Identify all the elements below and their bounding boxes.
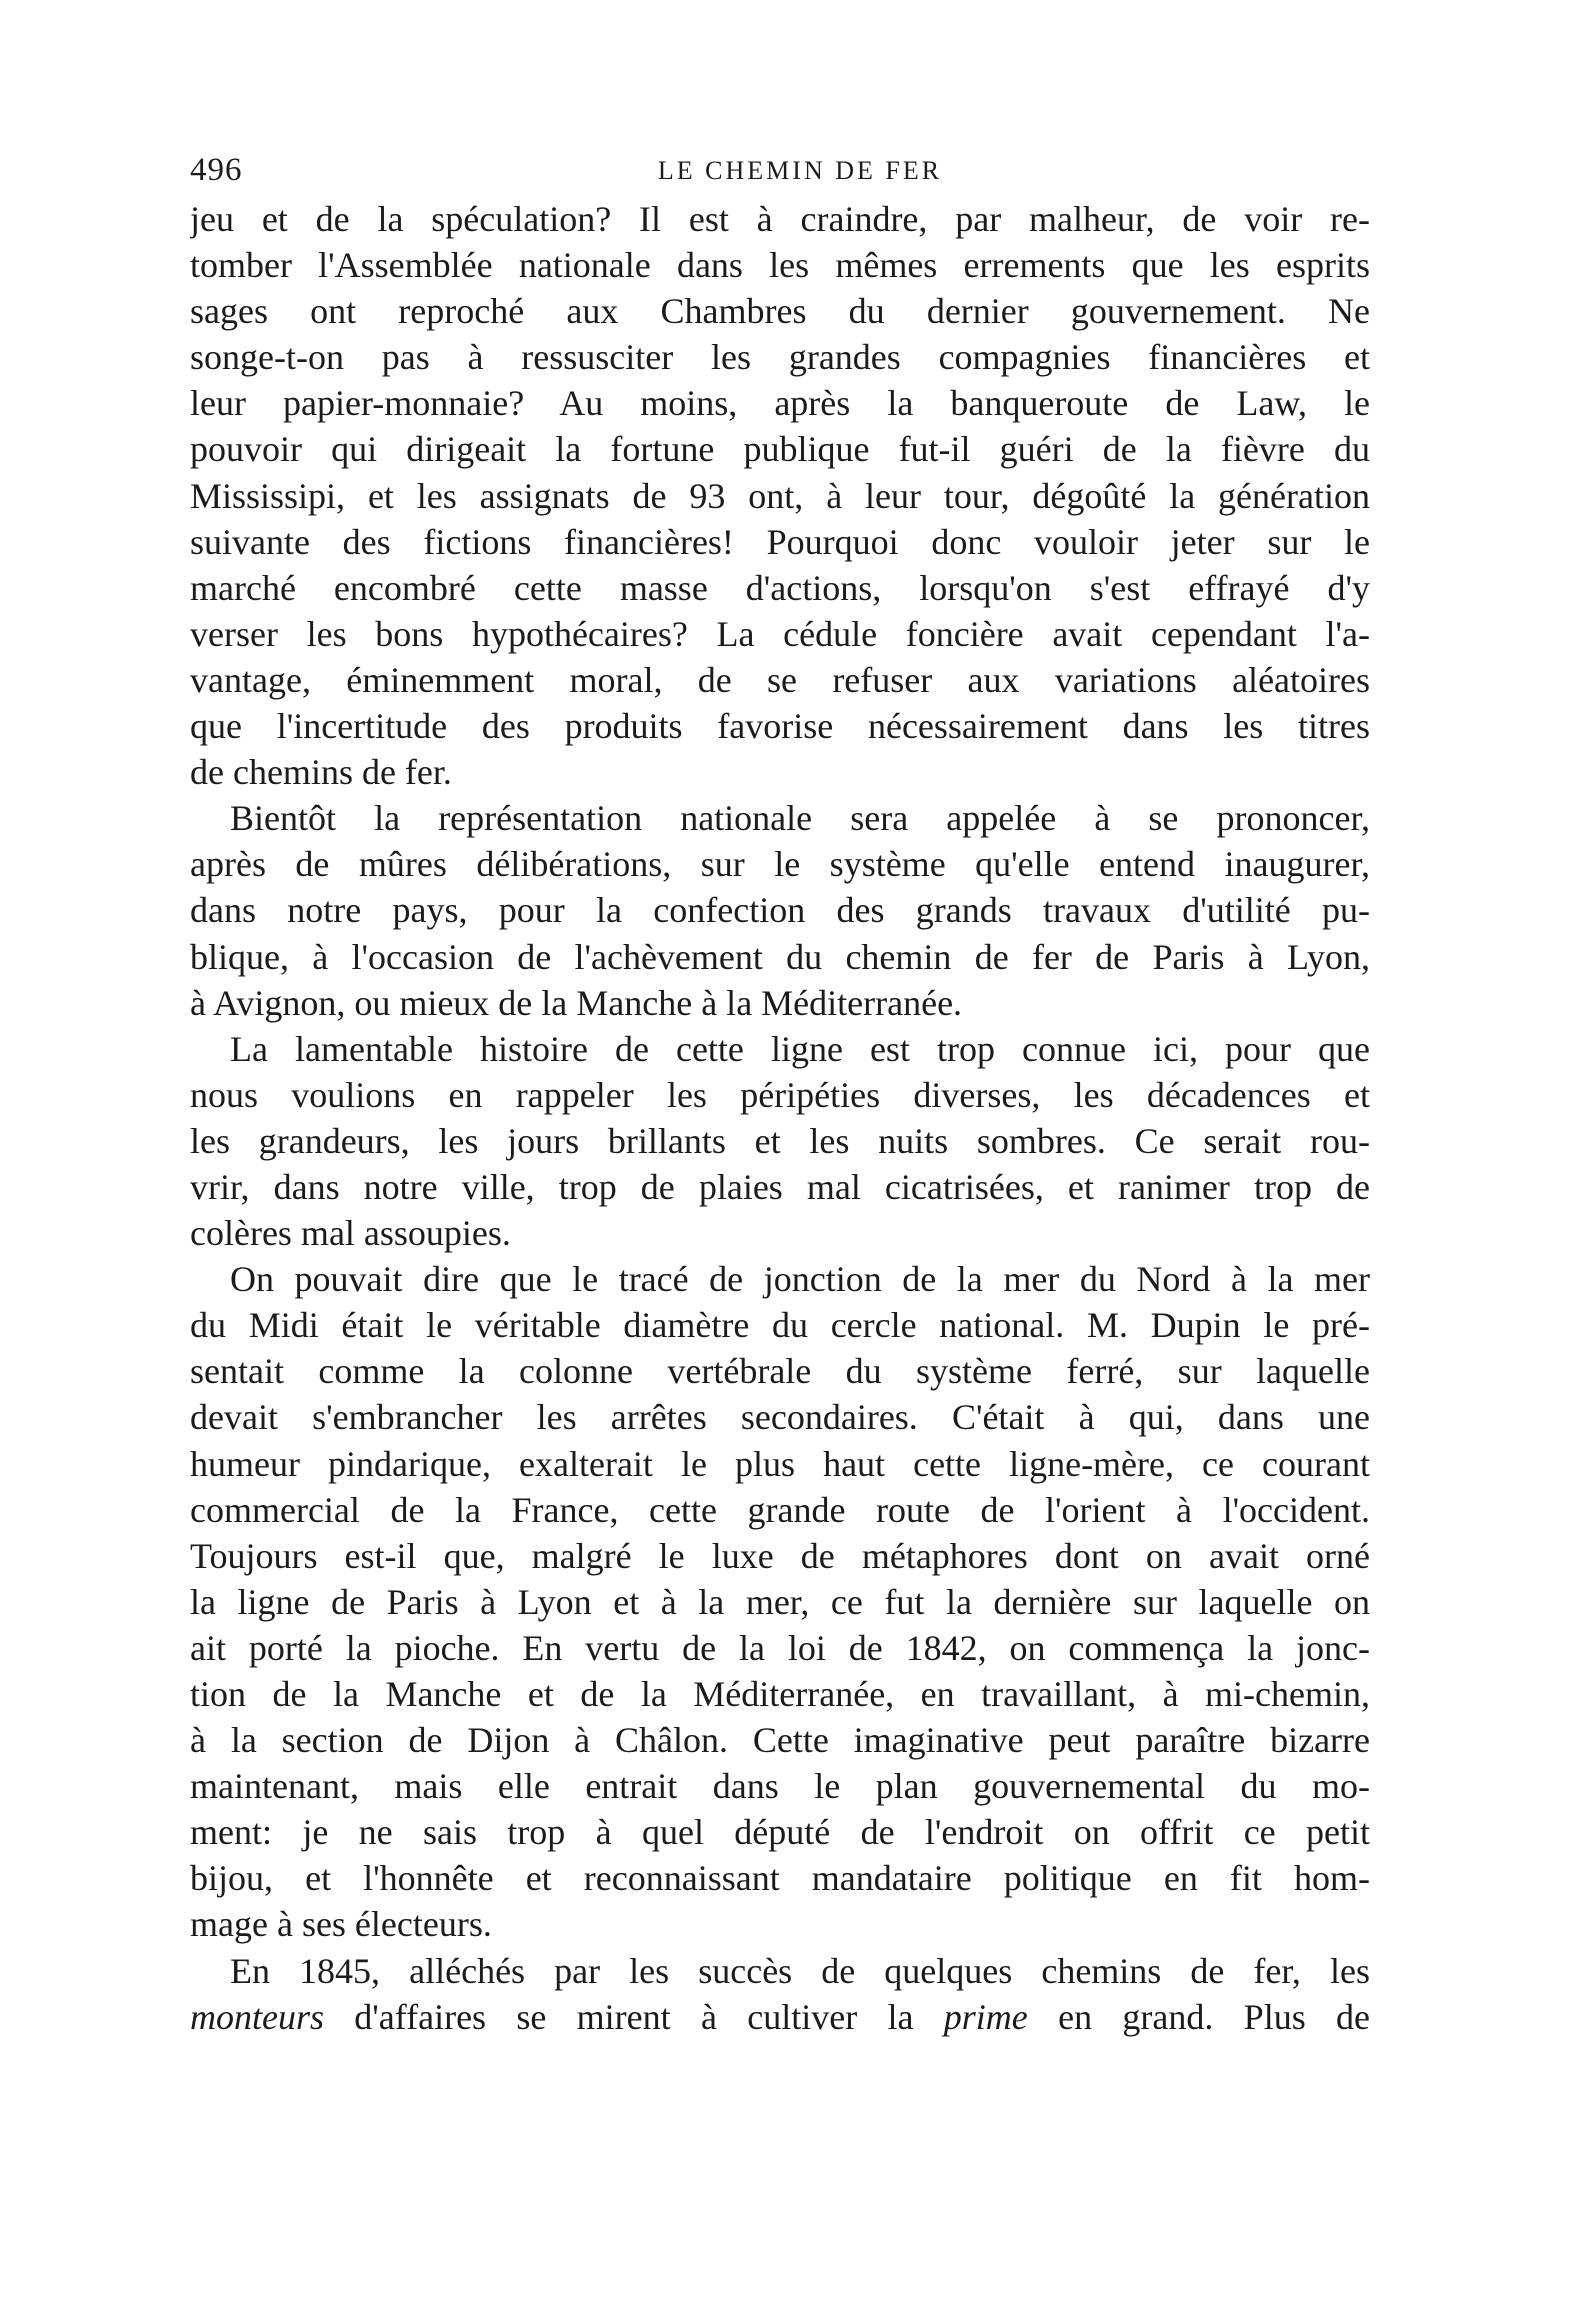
text-line: En 1845, alléchés par les succès de quelques chemins de fer, les [230,1950,1370,1991]
text-line: bijou, et l'honnête et reconnaissant mandataire politique en fit hom- [190,1858,1370,1899]
text-line: humeur pindarique, exalterait le plus haut cette ligne-mère, ce courant [190,1443,1370,1484]
text-line: maintenant, mais elle entrait dans le plan gouvernemental du mo- [190,1766,1370,1807]
text-line: commercial de la France, cette grande route de l'orient à l'occident. [190,1489,1370,1530]
text-line: tion de la Manche et de la Méditerranée, en travaillant, à mi-chemin, [190,1674,1370,1714]
text-segment: d'affaires se mirent à cultiver la [324,1996,944,2037]
text-line: Toujours est-il que, malgré le luxe de métaphores dont on avait orné [190,1535,1370,1576]
page-number: 496 [190,152,243,188]
body-text [190,196,1370,2040]
text-line: pouvoir qui dirigeait la fortune publique fut-il guéri de la fièvre du [190,429,1370,470]
text-line: sages ont reproché aux Chambres du dernier gouvernement. Ne [190,291,1370,332]
text-line: les grandeurs, les jours brillants et les nuits sombres. Ce serait rou- [190,1120,1370,1161]
text-line: La lamentable histoire de cette ligne est trop connue ici, pour que [230,1028,1370,1069]
text-line: Mississipi, et les assignats de 93 ont, à leur tour, dégoûté la génération [190,475,1370,516]
text-line: verser les bons hypothécaires? La cédule foncière avait cependant l'a- [190,613,1370,654]
text-line: mage à ses électeurs. [190,1904,492,1945]
italic-term: prime [943,1996,1028,2037]
text-line: songe-t-on pas à ressusciter les grandes compagnies financières et [190,337,1370,378]
text-line: de chemins de fer. [190,752,452,793]
paragraph [190,1026,1370,1256]
running-title: LE CHEMIN DE FER [657,156,943,185]
text-line: vantage, éminemment moral, de se refuser aux variations aléatoires [190,659,1370,700]
text-line: vrir, dans notre ville, trop de plaies mal cicatrisées, et ranimer trop de [190,1166,1370,1207]
text-line: blique, à l'occasion de l'achèvement du chemin de fer de Paris à Lyon, [190,936,1370,977]
text-line: marché encombré cette masse d'actions, lorsqu'on s'est effrayé d'y [190,567,1370,608]
page-header [190,152,1370,198]
paragraph [190,1948,1370,2040]
text-line: la ligne de Paris à Lyon et à la mer, ce fut la dernière sur laquelle on [190,1581,1370,1622]
text-line: à Avignon, ou mieux de la Manche à la Méditerranée. [190,982,963,1023]
text-line: sentait comme la colonne vertébrale du système ferré, sur laquelle [190,1351,1370,1392]
text-line: tomber l'Assemblée nationale dans les mêmes errements que les esprits [190,245,1370,286]
text-line: dans notre pays, pour la confection des grands travaux d'utilité pu- [190,890,1370,931]
text-line: ait porté la pioche. En vertu de la loi de 1842, on commença la jonc- [190,1627,1370,1668]
text-line-with-italics [190,1994,1370,2040]
text-line: Bientôt la représentation nationale sera appelée à se prononcer, [230,798,1370,839]
paragraph [190,196,1370,795]
text-line: On pouvait dire que le tracé de jonction de la mer du Nord à la mer [230,1259,1370,1300]
text-line: leur papier-monnaie? Au moins, après la banqueroute de Law, le [190,383,1370,424]
paragraph [190,795,1370,1025]
text-line: colères mal assoupies. [190,1213,511,1254]
text-line: nous voulions en rappeler les péripéties diverses, les décadences et [190,1074,1370,1115]
text-line: du Midi était le véritable diamètre du cercle national. M. Dupin le pré- [190,1305,1370,1346]
text-line: que l'incertitude des produits favorise nécessairement dans les titres [190,706,1370,747]
text-line: ment: je ne sais trop à quel député de l'endroit on offrit ce petit [190,1812,1370,1853]
italic-term: monteurs [190,1996,324,2037]
text-line: devait s'embrancher les arrêtes secondaires. C'était à qui, dans une [190,1397,1370,1438]
text-segment: en grand. Plus de [1027,1996,1370,2037]
text-line: jeu et de la spéculation? Il est à craindre, par malheur, de voir re- [190,199,1370,239]
text-line: à la section de Dijon à Châlon. Cette imaginative peut paraître bizarre [190,1720,1370,1761]
text-line: suivante des fictions financières! Pourquoi donc vouloir jeter sur le [190,521,1370,562]
text-line: après de mûres délibérations, sur le système qu'elle entend inaugurer, [190,844,1370,885]
paragraph [190,1256,1370,1947]
